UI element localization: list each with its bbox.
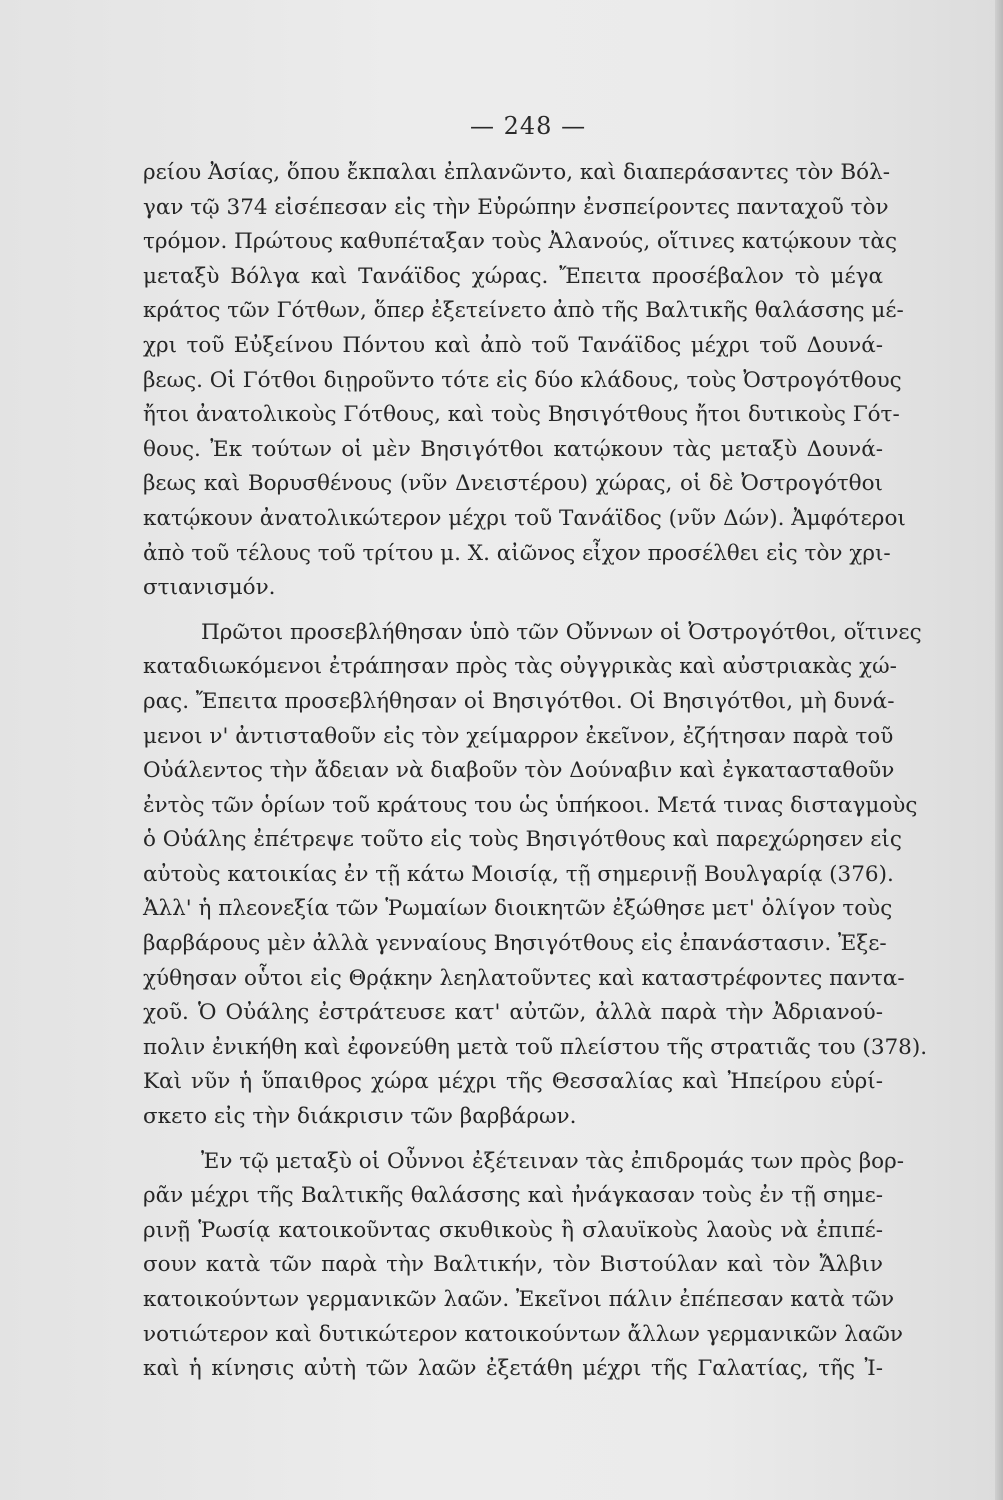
text-line: ὁ Οὐάλης ἐπέτρεψε τοῦτο εἰς τοὺς Βησιγότθους καὶ παρεχώρησεν εἰς xyxy=(143,827,902,853)
text-line: σκετο εἰς τὴν διάκρισιν τῶν βαρβάρων. xyxy=(143,1104,577,1130)
paragraph-gap xyxy=(143,1135,883,1145)
text-line: ρείου Ἀσίας, ὅπου ἔκπαλαι ἐπλανῶντο, καὶ διαπεράσαντες τὸν Βόλ- xyxy=(143,160,890,185)
text-line: μενοι ν' ἀντισταθοῦν εἰς τὸν χείμαρρον ἐκεῖνον, ἐζήτησαν παρὰ τοῦ xyxy=(143,723,894,749)
text-line: ρινῇ Ῥωσίᾳ κατοικοῦντας σκυθικοὺς ἢ σλαυϊκοὺς λαοὺς νὰ ἐπιπέ- xyxy=(143,1217,883,1243)
paragraph-1 xyxy=(143,156,906,606)
text-line: τρόμον. Πρώτους καθυπέταξαν τοὺς Ἀλανούς, οἵτινες κατῴκουν τὰς xyxy=(143,229,897,255)
text-line: χύθησαν οὗτοι εἰς Θρᾴκην λεηλατοῦντες καὶ καταστρέφοντες παντα- xyxy=(143,965,905,991)
text-line: βεως. Οἱ Γότθοι διῃροῦντο τότε εἰς δύο κλάδους, τοὺς Ὀστρογότθους xyxy=(143,367,902,393)
text-line: ρας. Ἔπειτα προσεβλήθησαν οἱ Βησιγότθοι. Οἱ Βησιγότθοι, μὴ δυνά- xyxy=(143,688,895,714)
text-line: πολιν ἐνικήθη καὶ ἐφονεύθη μετὰ τοῦ πλείστου τῆς στρατιᾶς του (378). xyxy=(143,1034,928,1060)
text-line: ρᾶν μέχρι τῆς Βαλτικῆς θαλάσσης καὶ ἠνάγκασαν τοὺς ἐν τῇ σημε- xyxy=(143,1183,883,1209)
text-line: νοτιώτερον καὶ δυτικώτερον κατοικούντων ἄλλων γερμανικῶν λαῶν xyxy=(143,1321,903,1347)
text-line: αὐτοὺς κατοικίας ἐν τῇ κάτω Μοισίᾳ, τῇ σημερινῇ Βουλγαρίᾳ (376). xyxy=(143,861,894,887)
text-line: θους. Ἐκ τούτων οἱ μὲν Βησιγότθοι κατῴκουν τὰς μεταξὺ Δουνά- xyxy=(143,436,883,462)
paragraph-gap xyxy=(143,606,883,616)
text-line: γαν τῷ 374 εἰσέπεσαν εἰς τὴν Εὐρώπην ἐνσπείροντες πανταχοῦ τὸν xyxy=(143,194,889,220)
paragraph-3 xyxy=(143,1145,904,1387)
text-line: Οὐάλεντος τὴν ἄδειαν νὰ διαβοῦν τὸν Δούναβιν καὶ ἐγκατασταθοῦν xyxy=(143,758,895,784)
text-line: Πρῶτοι προσεβλήθησαν ὑπὸ τῶν Οὔννων οἱ Ὀστρογότθοι, οἵτινες xyxy=(201,619,922,645)
text-line: ἐντὸς τῶν ὁρίων τοῦ κράτους του ὡς ὑπήκοοι. Μετά τινας δισταγμοὺς xyxy=(143,792,918,818)
text-line: Ἐν τῷ μεταξὺ οἱ Οὖννοι ἐξέτειναν τὰς ἐπιδρομάς των πρὸς βορ- xyxy=(201,1148,904,1174)
text-line: χοῦ. Ὁ Οὐάλης ἐστράτευσε κατ' αὐτῶν, ἀλλὰ παρὰ τὴν Ἀδριανού- xyxy=(143,1000,883,1026)
text-line: Καὶ νῦν ἡ ὕπαιθρος χώρα μέχρι τῆς Θεσσαλίας καὶ Ἠπείρου εὑρί- xyxy=(143,1069,883,1095)
text-line: καὶ ἡ κίνησις αὐτὴ τῶν λαῶν ἐξετάθη μέχρι τῆς Γαλατίας, τῆς Ἰ- xyxy=(143,1356,883,1382)
text-line: κατοικούντων γερμανικῶν λαῶν. Ἐκεῖνοι πάλιν ἐπέπεσαν κατὰ τῶν xyxy=(143,1287,895,1312)
text-line: ἤτοι ἀνατολικοὺς Γότθους, καὶ τοὺς Βησιγότθους ἤτοι δυτικοὺς Γότ- xyxy=(143,402,900,428)
text-line: σουν κατὰ τῶν παρὰ τὴν Βαλτικήν, τὸν Βιστούλαν καὶ τὸν Ἄλβιν xyxy=(143,1252,883,1278)
text-line: χρι τοῦ Εὐξείνου Πόντου καὶ ἀπὸ τοῦ Τανάϊδος μέχρι τοῦ Δουνά- xyxy=(143,332,883,358)
text-line: κατῴκουν ἀνατολικώτερον μέχρι τοῦ Τανάϊδος (νῦν Δών). Ἀμφότεροι xyxy=(143,505,906,531)
text-line: Ἀλλ' ἡ πλεονεξία τῶν Ῥωμαίων διοικητῶν ἐξώθησε μετ' ὀλίγον τοὺς xyxy=(143,896,893,922)
paragraph-2 xyxy=(143,616,928,1135)
text-line: στιανισμόν. xyxy=(143,575,276,601)
text-line: βεως καὶ Βορυσθένους (νῦν Δνειστέρου) χώρας, οἱ δὲ Ὀστρογότθοι xyxy=(143,471,883,497)
text-line: κράτος τῶν Γότθων, ὅπερ ἐξετείνετο ἀπὸ τῆς Βαλτικῆς θαλάσσης μέ- xyxy=(143,298,904,324)
text-line: καταδιωκόμενοι ἐτράπησαν πρὸς τὰς οὐγγρικὰς καὶ αὐστριακὰς χώ- xyxy=(143,654,897,680)
text-line: βαρβάρους μὲν ἀλλὰ γενναίους Βησιγότθους εἰς ἐπανάστασιν. Ἐξε- xyxy=(143,931,887,957)
page-number: — 248 — xyxy=(470,112,587,140)
page-edge xyxy=(995,0,1003,1500)
text-line: ἀπὸ τοῦ τέλους τοῦ τρίτου μ. Χ. αἰῶνος εἶχον προσέλθει εἰς τὸν χρι- xyxy=(143,540,891,566)
text-line: μεταξὺ Βόλγα καὶ Τανάϊδος χώρας. Ἔπειτα προσέβαλον τὸ μέγα xyxy=(143,263,883,289)
body-text xyxy=(143,156,928,1387)
